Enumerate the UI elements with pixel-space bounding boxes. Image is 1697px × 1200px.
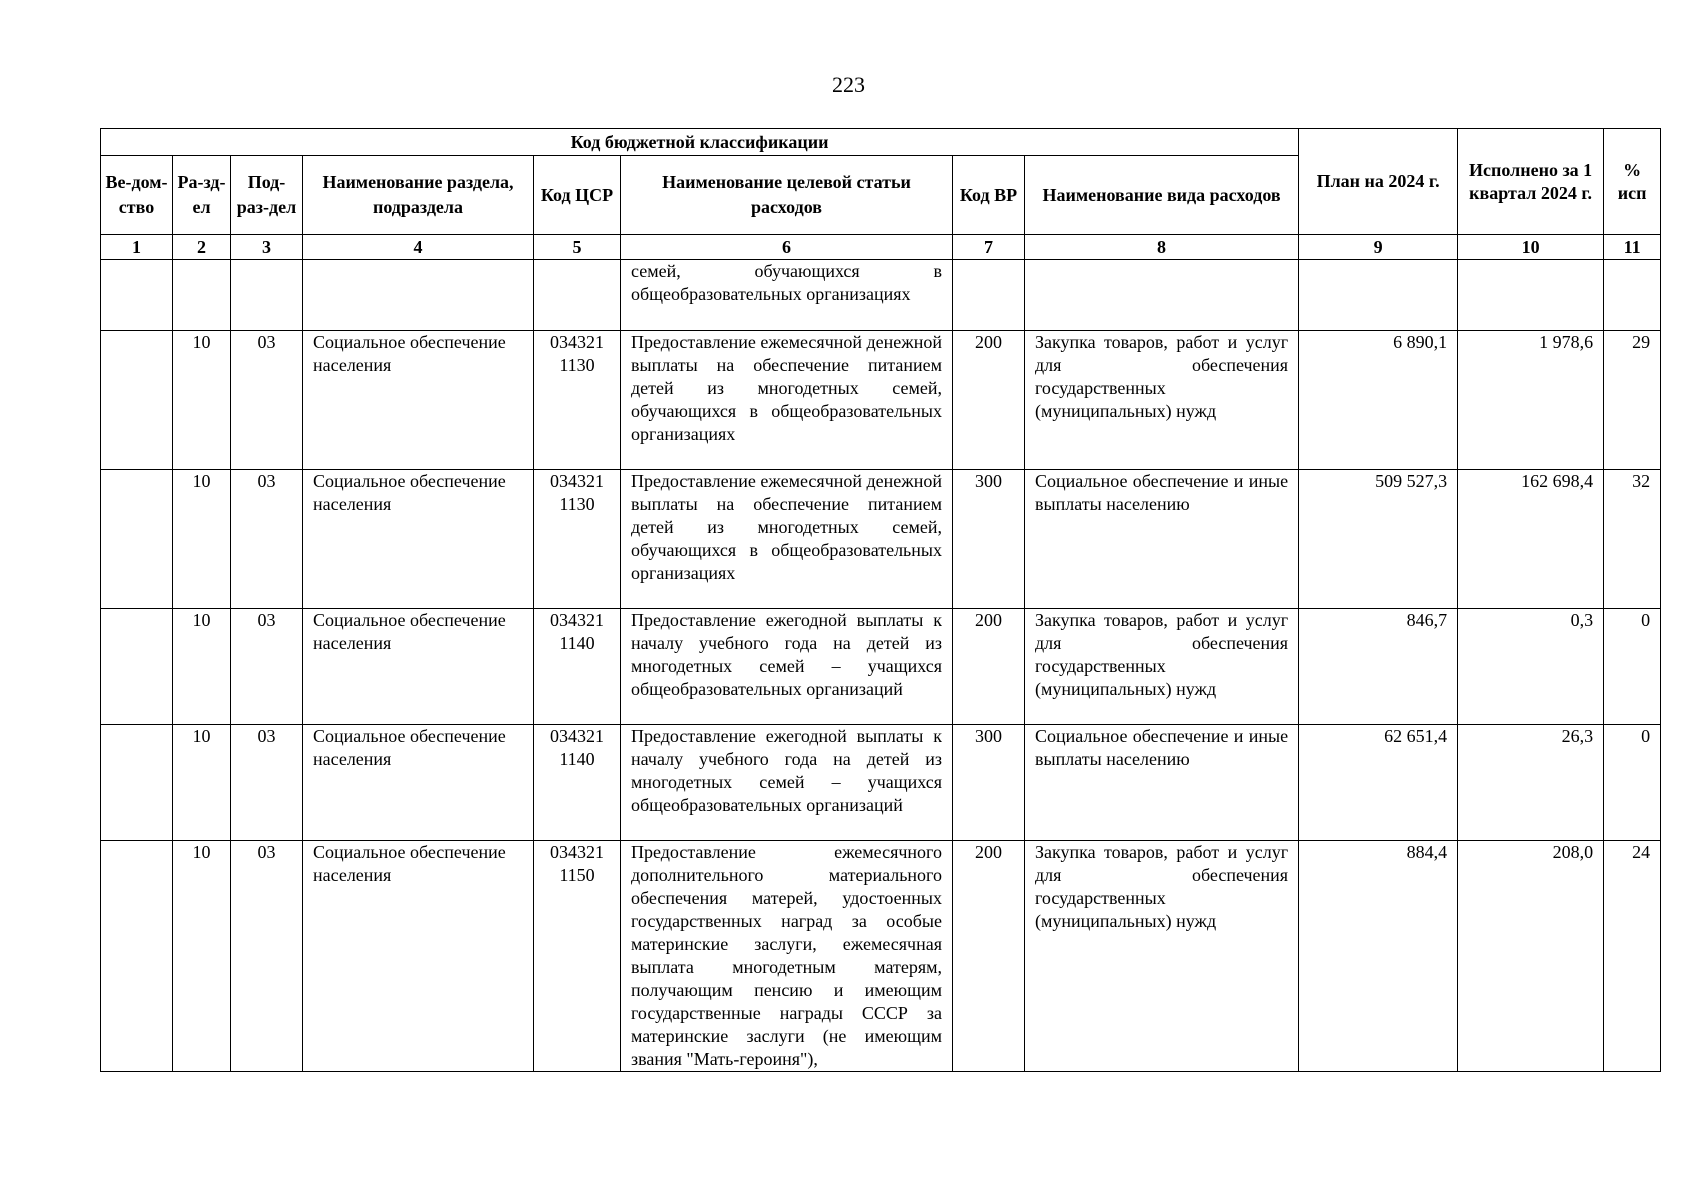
- podrazdel-cell: 03: [231, 609, 303, 725]
- expense-type-cell: Социальное обеспечение и иные выплаты населению: [1025, 470, 1299, 609]
- csr-code-cell: 034321 1130: [534, 331, 621, 470]
- target-name-cell: семей, обучающихся в общеобразовательных организациях: [621, 260, 953, 331]
- column-number: 11: [1604, 235, 1661, 260]
- target-name-cell: Предоставление ежемесячной денежной выплаты на обеспечение питанием детей из многодетных семей, обучающихся в общеобразовательных организациях: [621, 331, 953, 470]
- podrazdel-cell: 03: [231, 841, 303, 1072]
- col-header-plan: План на 2024 г.: [1299, 129, 1458, 235]
- section-name-cell: Социальное обеспечение населения: [303, 470, 534, 609]
- section-name-cell: Социальное обеспечение населения: [303, 841, 534, 1072]
- col-header-podrazdel: Под-раз-дел: [231, 156, 303, 235]
- csr-code-cell: 034321 1150: [534, 841, 621, 1072]
- table-row: [101, 725, 1661, 841]
- table-row-continuation: [101, 260, 1661, 331]
- col-header-vr: Код ВР: [953, 156, 1025, 235]
- col-header-vedomstvo: Ве-дом-ство: [101, 156, 173, 235]
- razdel-cell: 10: [173, 841, 231, 1072]
- col-header-percent: % исп: [1604, 129, 1661, 235]
- plan-cell: 884,4: [1299, 841, 1458, 1072]
- col-header-section-name: Наименование раздела, подраздела: [303, 156, 534, 235]
- column-number: 3: [231, 235, 303, 260]
- plan-cell: 6 890,1: [1299, 331, 1458, 470]
- vedomstvo-cell: [101, 841, 173, 1072]
- razdel-cell: 10: [173, 331, 231, 470]
- vedomstvo-cell: [101, 609, 173, 725]
- expense-type-cell: Закупка товаров, работ и услуг для обеспечения государственных (муниципальных) нужд: [1025, 331, 1299, 470]
- vedomstvo-cell: [101, 331, 173, 470]
- column-number: 8: [1025, 235, 1299, 260]
- vedomstvo-cell: [101, 470, 173, 609]
- col-header-csr: Код ЦСР: [534, 156, 621, 235]
- col-header-target: Наименование целевой статьи расходов: [621, 156, 953, 235]
- table-row: [101, 331, 1661, 470]
- executed-cell: 162 698,4: [1458, 470, 1604, 609]
- col-header-expense-type: Наименование вида расходов: [1025, 156, 1299, 235]
- razdel-cell: 10: [173, 470, 231, 609]
- vr-code-cell: 200: [953, 609, 1025, 725]
- column-numbers-row: [101, 235, 1661, 260]
- column-number: 5: [534, 235, 621, 260]
- table-row: [101, 470, 1661, 609]
- section-name-cell: Социальное обеспечение населения: [303, 725, 534, 841]
- vedomstvo-cell: [101, 725, 173, 841]
- table-row: [101, 609, 1661, 725]
- percent-cell: 24: [1604, 841, 1661, 1072]
- plan-cell: 62 651,4: [1299, 725, 1458, 841]
- target-name-cell: Предоставление ежемесячной денежной выплаты на обеспечение питанием детей из многодетных семей, обучающихся в общеобразовательных организациях: [621, 470, 953, 609]
- vr-code-cell: 300: [953, 725, 1025, 841]
- page-number: 223: [832, 72, 865, 97]
- csr-code-cell: 034321 1140: [534, 725, 621, 841]
- column-number: 7: [953, 235, 1025, 260]
- percent-cell: 29: [1604, 331, 1661, 470]
- target-name-cell: Предоставление ежемесячного дополнительного материального обеспечения матерей, удостоенных государственных наград за особые материнские заслуги, ежемесячная выплата многодетным матерям, получающим пенсию и имеющим государственные награды СССР за материнские заслуги (не имеющим звания "Мать-героиня"),: [621, 841, 953, 1072]
- podrazdel-cell: 03: [231, 331, 303, 470]
- col-header-razdel: Ра-зд-ел: [173, 156, 231, 235]
- executed-cell: 0,3: [1458, 609, 1604, 725]
- column-number: 9: [1299, 235, 1458, 260]
- target-name-cell: Предоставление ежегодной выплаты к началу учебного года на детей из многодетных семей – учащихся общеобразовательных организаций: [621, 725, 953, 841]
- csr-code-cell: 034321 1130: [534, 470, 621, 609]
- column-number: 2: [173, 235, 231, 260]
- plan-cell: 846,7: [1299, 609, 1458, 725]
- percent-cell: 0: [1604, 609, 1661, 725]
- vr-code-cell: 200: [953, 841, 1025, 1072]
- column-number: 10: [1458, 235, 1604, 260]
- vr-code-cell: 300: [953, 470, 1025, 609]
- expense-type-cell: Закупка товаров, работ и услуг для обеспечения государственных (муниципальных) нужд: [1025, 609, 1299, 725]
- plan-cell: 509 527,3: [1299, 470, 1458, 609]
- percent-cell: 0: [1604, 725, 1661, 841]
- group-header: Код бюджетной классификации: [101, 129, 1299, 156]
- podrazdel-cell: 03: [231, 470, 303, 609]
- column-number: 4: [303, 235, 534, 260]
- razdel-cell: 10: [173, 609, 231, 725]
- table-row: [101, 841, 1661, 1072]
- percent-cell: 32: [1604, 470, 1661, 609]
- executed-cell: 1 978,6: [1458, 331, 1604, 470]
- vr-code-cell: 200: [953, 331, 1025, 470]
- target-name-cell: Предоставление ежегодной выплаты к началу учебного года на детей из многодетных семей – учащихся общеобразовательных организаций: [621, 609, 953, 725]
- section-name-cell: Социальное обеспечение населения: [303, 331, 534, 470]
- section-name-cell: Социальное обеспечение населения: [303, 609, 534, 725]
- expense-type-cell: Социальное обеспечение и иные выплаты населению: [1025, 725, 1299, 841]
- col-header-executed: Исполнено за 1 квартал 2024 г.: [1458, 129, 1604, 235]
- podrazdel-cell: 03: [231, 725, 303, 841]
- expense-type-cell: Закупка товаров, работ и услуг для обеспечения государственных (муниципальных) нужд: [1025, 841, 1299, 1072]
- column-number: 1: [101, 235, 173, 260]
- razdel-cell: 10: [173, 725, 231, 841]
- csr-code-cell: 034321 1140: [534, 609, 621, 725]
- column-number: 6: [621, 235, 953, 260]
- executed-cell: 208,0: [1458, 841, 1604, 1072]
- budget-table: [100, 128, 1661, 1072]
- executed-cell: 26,3: [1458, 725, 1604, 841]
